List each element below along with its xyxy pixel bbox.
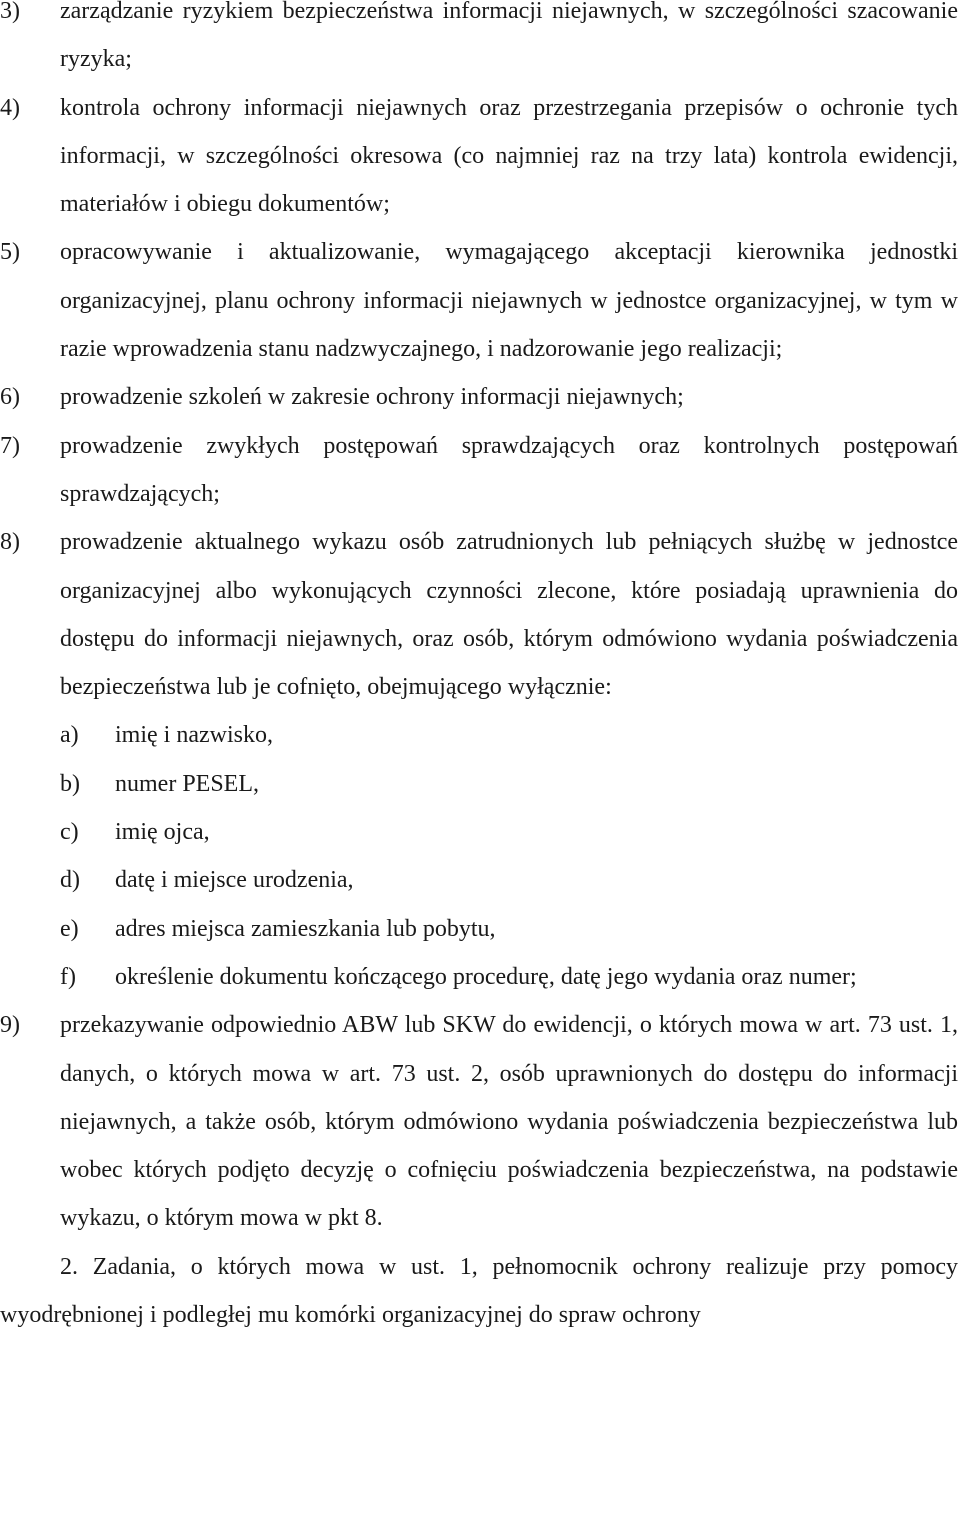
sublist-item-letter: e) (60, 915, 79, 942)
sublist-item-text: określenie dokumentu kończącego procedurę, datę jego wydania oraz numer; (115, 963, 857, 990)
sublist-item-text: imię ojca, (115, 819, 210, 846)
list-item-number: 5) (0, 239, 20, 266)
list-item-number: 4) (0, 94, 20, 121)
sublist-item-e (60, 905, 958, 953)
list-item-text: prowadzenie zwykłych postępowań sprawdzających oraz kontrolnych postępowań sprawdzających; (60, 432, 958, 507)
sublist-item-letter: d) (60, 867, 80, 894)
paragraph-2: 2. Zadania, o których mowa w ust. 1, pełnomocnik ochrony realizuje przy pomocy wyodrębnionej i podległej mu komórki organizacyjnej do spraw ochrony (0, 1253, 958, 1329)
list-item-number: 7) (0, 432, 20, 459)
list-item-6 (0, 373, 960, 421)
list-item-3 (0, 0, 960, 84)
sublist (60, 711, 958, 1001)
sublist-item-c (60, 808, 958, 856)
sublist-item-text: datę i miejsce urodzenia, (115, 867, 354, 894)
list-item-number: 9) (0, 1012, 20, 1039)
list-item-text: przekazywanie odpowiednio ABW lub SKW do ewidencji, o których mowa w art. 73 ust. 1, danych, o których mowa w art. 73 ust. 2, osób uprawnionych do dostępu do informacji niejawnych, a także osób, którym odmówiono wydania poświadczenia bezpieczeństwa lub wobec których podjęto decyzję o cofnięciu poświadczenia bezpieczeństwa, na podstawie wykazu, o którym mowa w pkt 8. (60, 1012, 958, 1232)
sublist-item-letter: b) (60, 770, 80, 797)
list-item-8 (0, 518, 960, 1001)
sublist-item-text: imię i nazwisko, (115, 722, 273, 749)
sublist-item-letter: c) (60, 819, 79, 846)
sublist-item-text: adres miejsca zamieszkania lub pobytu, (115, 915, 496, 942)
sublist-item-letter: a) (60, 722, 79, 749)
list-item-text: opracowywanie i aktualizowanie, wymagającego akceptacji kierownika jednostki organizacyjnej, planu ochrony informacji niejawnych w jednostce organizacyjnej, w tym w razie wprowadzenia stanu nadzwyczajnego, i nadzorowanie jego realizacji; (60, 239, 958, 363)
list-item-number: 6) (0, 384, 20, 411)
sublist-item-d (60, 856, 958, 904)
list-item-number: 8) (0, 529, 20, 556)
sublist-item-letter: f) (60, 963, 76, 990)
sublist-item-text: numer PESEL, (115, 770, 259, 797)
sublist-item-a (60, 711, 958, 759)
list-item-text: zarządzanie ryzykiem bezpieczeństwa informacji niejawnych, w szczególności szacowanie ryzyka; (60, 0, 958, 73)
list-item-text: prowadzenie aktualnego wykazu osób zatrudnionych lub pełniących służbę w jednostce organizacyjnej albo wykonujących czynności zlecone, które posiadają uprawnienia do dostępu do informacji niejawnych, oraz osób, którym odmówiono wydania poświadczenia bezpieczeństwa lub je cofnięto, obejmującego wyłącznie: (60, 529, 958, 701)
list-item-text: kontrola ochrony informacji niejawnych oraz przestrzegania przepisów o ochronie tych informacji, w szczególności okresowa (co najmniej raz na trzy lata) kontrola ewidencji, materiałów i obiegu dokumentów; (60, 94, 958, 218)
list-item-9 (0, 1001, 960, 1242)
sublist-item-f (60, 953, 958, 1001)
list-item-number: 3) (0, 0, 20, 24)
list-item-5 (0, 228, 960, 373)
sublist-item-b (60, 760, 958, 808)
list-item-4 (0, 84, 960, 229)
list-item-7 (0, 422, 960, 519)
list-item-text: prowadzenie szkoleń w zakresie ochrony informacji niejawnych; (60, 384, 684, 411)
